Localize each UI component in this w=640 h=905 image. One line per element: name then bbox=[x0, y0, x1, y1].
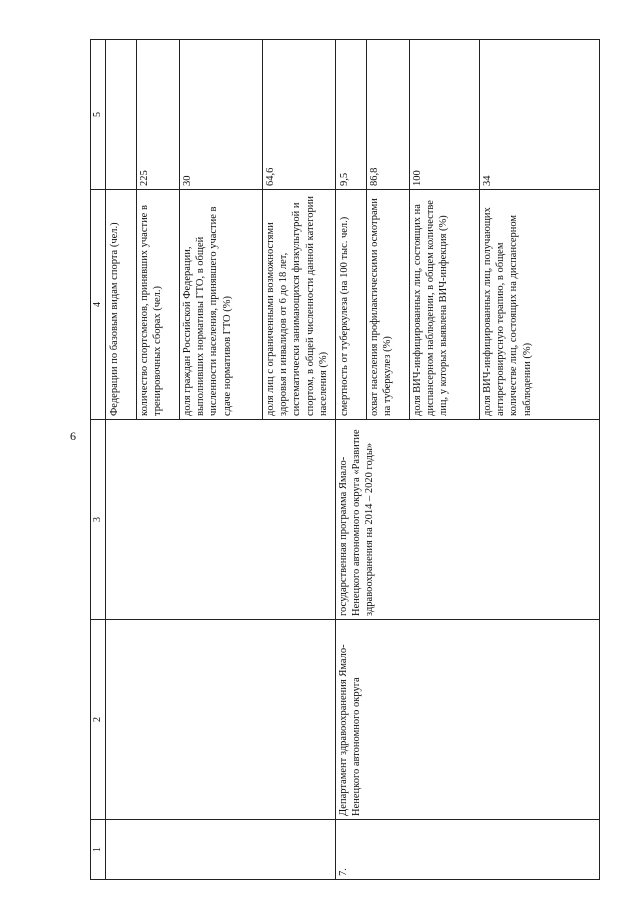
cell-indicators-health bbox=[336, 190, 600, 420]
page-number: 6 bbox=[70, 429, 76, 443]
table-row-7 bbox=[336, 40, 600, 880]
cell-row-number: 7. bbox=[336, 820, 600, 880]
indicator-text: доля ВИЧ-инфицированных лиц, получающих антиретровирусную терапию, в общем количестве лиц, состоящих на диспансерном наблюдении (%) bbox=[479, 190, 535, 419]
header-col-3: 3 bbox=[91, 420, 106, 620]
indicator-value: 64,6 bbox=[262, 40, 278, 189]
header-col-4: 4 bbox=[91, 190, 106, 420]
indicator-text: доля ВИЧ-инфицированных лиц, состоящих на диспансерном наблюдении, в общем количестве лиц, у которых выявлена ВИЧ-инфекция (%) bbox=[409, 190, 479, 419]
indicators-table bbox=[90, 39, 600, 880]
indicator-value: 225 bbox=[136, 40, 179, 189]
header-row bbox=[91, 40, 106, 880]
indicator-text: охват населения профилактическими осмотрами на туберкулез (%) bbox=[366, 190, 409, 419]
indicator-text: количество спортсменов, принявших участие в тренировочных сборах (чел.) bbox=[136, 190, 179, 419]
cell-values-prev bbox=[106, 40, 336, 190]
header-col-2: 2 bbox=[91, 620, 106, 820]
indicator-text: Федерации по базовым видам спорта (чел.) bbox=[109, 222, 120, 416]
indicator-value: 9,5 bbox=[339, 172, 350, 186]
indicator-value: 30 bbox=[179, 40, 262, 189]
cell-department: Департамент здравоохранения Ямало-Ненецкого автономного округа bbox=[336, 620, 600, 820]
rotated-page bbox=[90, 40, 600, 880]
cell-values-health bbox=[336, 40, 600, 190]
header-col-5: 5 bbox=[91, 40, 106, 190]
indicator-text: доля граждан Российской Федерации, выполнивших нормативы ГТО, в общей численности населения, принявшего участие в сдаче нормативов ГТО (%) bbox=[179, 190, 262, 419]
cell-empty-program bbox=[106, 420, 336, 620]
indicator-value: 34 bbox=[479, 40, 495, 189]
indicator-value bbox=[107, 40, 136, 189]
cell-program: государственная программа Ямало-Ненецкого автономного округа «Развитие здравоохранения на 2014 – 2020 годы» bbox=[336, 420, 600, 620]
indicator-text: смертность от туберкулеза (на 100 тыс. чел.) bbox=[339, 216, 350, 416]
cell-indicators-prev bbox=[106, 190, 336, 420]
cell-empty-dept bbox=[106, 620, 336, 820]
cell-empty-num bbox=[106, 820, 336, 880]
indicator-value: 100 bbox=[409, 40, 479, 189]
indicator-value: 86,8 bbox=[366, 40, 409, 189]
header-col-1: 1 bbox=[91, 820, 106, 880]
table-row-continuation bbox=[106, 40, 336, 880]
indicator-text: доля лиц с ограниченными возможностями здоровья и инвалидов от 6 до 18 лет, систематически занимающихся физкультурой и спортом, в общей численности данной категории населения (%) bbox=[262, 190, 331, 419]
